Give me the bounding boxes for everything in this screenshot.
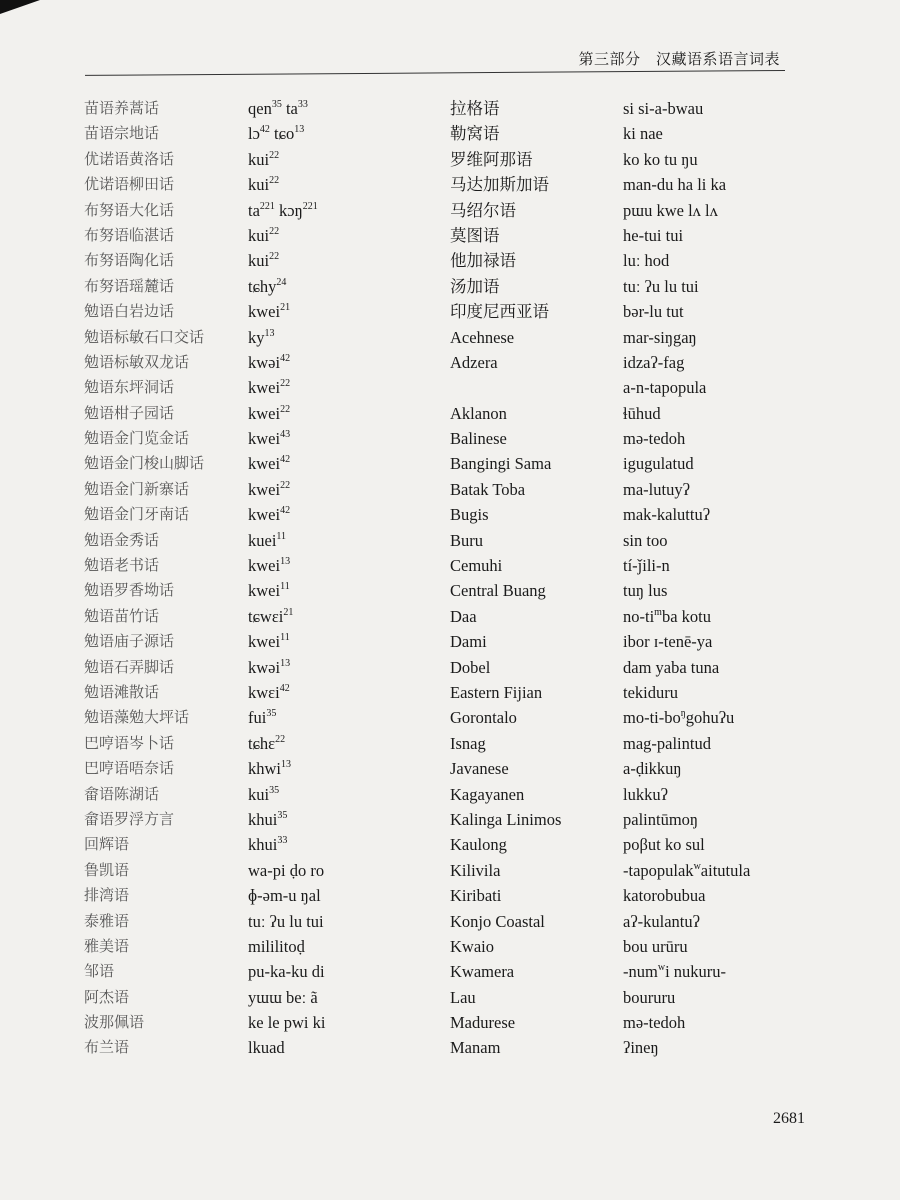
table-row bbox=[0, 325, 900, 350]
language-name-zh: 优诺语柳田话 bbox=[84, 175, 175, 194]
language-name: Kagayanen bbox=[450, 784, 525, 804]
word-form-austronesian: pɯu kwe lʌ lʌ bbox=[623, 200, 718, 220]
language-name-zh: 布努语临湛话 bbox=[84, 225, 175, 244]
table-row bbox=[0, 451, 900, 476]
language-name-zh: 布努语大化话 bbox=[84, 200, 175, 219]
word-form-austronesian: $mo-ti-bo^ŋgohuʔu$ bbox=[623, 708, 735, 728]
word-form: khui$^{33}$ bbox=[248, 835, 288, 855]
table-row bbox=[0, 731, 900, 756]
language-name-zh: 勉语苗竹话 bbox=[84, 606, 160, 625]
table-row bbox=[0, 1035, 900, 1060]
word-form-austronesian: a-n-tapopula bbox=[623, 378, 707, 398]
table-row bbox=[0, 96, 900, 121]
word-form: kwei$^{22}$ bbox=[248, 378, 291, 398]
word-form-austronesian: a-ḍikkuŋ bbox=[623, 759, 682, 779]
word-form-austronesian: tí-ǰili-n bbox=[623, 556, 670, 576]
language-name: Lau bbox=[450, 987, 476, 1007]
word-form-austronesian: mar-siŋgaŋ bbox=[623, 327, 697, 347]
word-form: kui$^{22}$ bbox=[248, 251, 280, 271]
word-form: kwəi$^{13}$ bbox=[248, 657, 291, 677]
language-name: 马绍尔语 bbox=[450, 200, 516, 220]
language-name-zh: 畲语陈湖话 bbox=[84, 784, 160, 803]
table-row bbox=[0, 248, 900, 273]
table-row bbox=[0, 909, 900, 934]
word-form-austronesian: poβut ko sul bbox=[623, 835, 705, 855]
table-row bbox=[0, 782, 900, 807]
language-name-zh: 波那佩语 bbox=[84, 1013, 145, 1032]
page-corner-mark bbox=[0, 0, 40, 14]
word-form-austronesian: ibor ɪ-tenē-ya bbox=[623, 632, 713, 652]
language-name-zh: 勉语标敏双龙话 bbox=[84, 352, 190, 371]
word-form: kwei$^{42}$ bbox=[248, 505, 291, 525]
table-row bbox=[0, 934, 900, 959]
word-form-austronesian: -tapopulak$^w$aitutula bbox=[623, 860, 751, 880]
word-form-austronesian: ʔineŋ bbox=[623, 1038, 659, 1058]
word-form-austronesian: katorobubua bbox=[623, 886, 706, 906]
language-name: Cemuhi bbox=[450, 556, 503, 576]
word-form: $ky^{13}$ bbox=[248, 327, 275, 347]
language-name-zh: 勉语金门览金话 bbox=[84, 429, 190, 448]
word-form-austronesian: $no-ti^mba$ kotu bbox=[623, 606, 711, 626]
language-name: Daa bbox=[450, 606, 477, 626]
table-row bbox=[0, 604, 900, 629]
word-form-austronesian: palintūmoŋ bbox=[623, 809, 699, 829]
word-form: wa-pi ḍo ro bbox=[248, 860, 325, 880]
table-row bbox=[0, 528, 900, 553]
language-name-zh: 布努语瑶麓话 bbox=[84, 276, 175, 295]
word-form-austronesian: sin too bbox=[623, 530, 668, 550]
word-form: kwei$^{11}$ bbox=[248, 581, 290, 601]
table-row bbox=[0, 147, 900, 172]
language-name-zh: 勉语标敏石口交话 bbox=[84, 327, 205, 346]
word-form: khwi$^{13}$ bbox=[248, 759, 291, 779]
table-row bbox=[0, 426, 900, 451]
word-form-austronesian: igugulatud bbox=[623, 454, 694, 474]
table-row bbox=[0, 985, 900, 1010]
word-form: kwɛi$^{42}$ bbox=[248, 682, 290, 702]
table-row bbox=[0, 172, 900, 197]
running-header: 第三部分 汉藏语系语言词表 bbox=[578, 52, 780, 68]
language-name: Bugis bbox=[450, 505, 489, 525]
language-name: Central Buang bbox=[450, 581, 546, 601]
word-form: tɕhɛ$^{22}$ bbox=[248, 733, 286, 753]
language-name: 拉格语 bbox=[450, 99, 500, 118]
word-form-austronesian: bər-lu tut bbox=[623, 302, 684, 322]
language-name: Gorontalo bbox=[450, 708, 517, 728]
language-name: Manam bbox=[450, 1038, 501, 1058]
language-name: Kalinga Linimos bbox=[450, 809, 562, 829]
language-name: Konjo Coastal bbox=[450, 911, 545, 931]
language-name-zh: 排湾语 bbox=[84, 886, 130, 905]
table-row bbox=[0, 299, 900, 324]
table-row bbox=[0, 578, 900, 603]
word-form-austronesian: mag-palintud bbox=[623, 733, 711, 753]
language-name-zh: 优诺语黄洛话 bbox=[84, 149, 175, 168]
word-form: kwei$^{11}$ bbox=[248, 632, 290, 652]
word-form: yɯɯ beː ã bbox=[248, 987, 318, 1007]
language-name-zh: 邹语 bbox=[84, 962, 115, 981]
language-name-zh: 勉语石弄脚话 bbox=[84, 657, 175, 676]
word-form: ɸ-əm-u ŋal bbox=[248, 886, 321, 906]
table-row bbox=[0, 502, 900, 527]
word-form-austronesian: tuŋ lus bbox=[623, 581, 668, 601]
table-row bbox=[0, 198, 900, 223]
word-form-austronesian: mak-kaluttuʔ bbox=[623, 505, 711, 525]
table-row bbox=[0, 655, 900, 680]
language-name-zh: 鲁凯语 bbox=[84, 860, 130, 879]
table-row bbox=[0, 629, 900, 654]
word-form: mililitoḍ bbox=[248, 936, 305, 956]
language-name: 罗维阿那语 bbox=[450, 149, 533, 169]
word-form: tɕwɛi$^{21}$ bbox=[248, 606, 294, 626]
header-rule bbox=[85, 70, 785, 76]
word-form: tuː ʔu lu tui bbox=[248, 911, 324, 931]
word-form-austronesian: -num$^w$i nukuru- bbox=[623, 962, 727, 982]
language-name: Eastern Fijian bbox=[450, 682, 543, 702]
table-row bbox=[0, 756, 900, 781]
word-form: kwei$^{13}$ bbox=[248, 556, 291, 576]
language-name-zh: 布努语陶化话 bbox=[84, 251, 175, 270]
language-name-zh: 阿杰语 bbox=[84, 987, 130, 1006]
language-name: Javanese bbox=[450, 759, 509, 779]
language-name: 莫图语 bbox=[450, 225, 500, 245]
table-row bbox=[0, 553, 900, 578]
language-name-zh: 勉语柑子园话 bbox=[84, 403, 175, 422]
language-name-zh: 巴哼语唔奈话 bbox=[84, 759, 175, 778]
language-name: Dami bbox=[450, 632, 487, 652]
word-form: kui$^{22}$ bbox=[248, 149, 280, 169]
language-name-zh: 勉语金门新寨话 bbox=[84, 479, 190, 498]
language-name-zh: 雅美语 bbox=[84, 936, 130, 955]
word-form-austronesian: bou urūru bbox=[623, 936, 688, 956]
word-form: lɔ$^{42}$ tɕo$^{13}$ bbox=[248, 124, 305, 144]
language-name: Acehnese bbox=[450, 327, 515, 347]
table-row bbox=[0, 832, 900, 857]
word-form-austronesian: dam yaba tuna bbox=[623, 657, 720, 677]
language-name-zh: 回辉语 bbox=[84, 835, 130, 854]
language-name: Kilivila bbox=[450, 860, 501, 880]
table-row bbox=[0, 121, 900, 146]
language-name: 勒窝语 bbox=[450, 124, 500, 144]
word-form: khui$^{35}$ bbox=[248, 809, 288, 829]
language-name: Aklanon bbox=[450, 403, 507, 423]
language-name: Batak Toba bbox=[450, 479, 526, 499]
word-form: tɕhy$^{24}$ bbox=[248, 276, 287, 296]
word-form-austronesian: ɬūhud bbox=[623, 403, 661, 423]
table-row bbox=[0, 375, 900, 400]
language-name: Isnag bbox=[450, 733, 486, 753]
word-form-austronesian: si si-a-bwau bbox=[623, 99, 704, 118]
language-name-zh: 畲语罗浮方言 bbox=[84, 809, 175, 828]
language-name-zh: 勉语滩散话 bbox=[84, 682, 160, 701]
table-row bbox=[0, 1010, 900, 1035]
language-name-zh: 勉语庙子源话 bbox=[84, 632, 175, 651]
language-name-zh: 勉语老书话 bbox=[84, 556, 160, 575]
table-row bbox=[0, 807, 900, 832]
word-form: kui$^{35}$ bbox=[248, 784, 280, 804]
word-form-austronesian: he-tui tui bbox=[623, 225, 684, 245]
language-name: Kwaio bbox=[450, 936, 494, 956]
word-form: fui$^{35}$ bbox=[248, 708, 277, 728]
language-name: Buru bbox=[450, 530, 483, 550]
table-row bbox=[0, 858, 900, 883]
language-name: Kwamera bbox=[450, 962, 515, 982]
table-row bbox=[0, 350, 900, 375]
table-row bbox=[0, 680, 900, 705]
language-name: Bangingi Sama bbox=[450, 454, 552, 474]
language-name-zh: 勉语东坪洞话 bbox=[84, 378, 175, 397]
language-name: Kaulong bbox=[450, 835, 507, 855]
language-name: 汤加语 bbox=[450, 276, 500, 296]
word-form: kwei$^{42}$ bbox=[248, 454, 291, 474]
word-form: kwəi$^{42}$ bbox=[248, 352, 291, 372]
language-name-zh: 勉语金秀话 bbox=[84, 530, 160, 549]
table-row bbox=[0, 401, 900, 426]
table-row bbox=[0, 883, 900, 908]
word-form: kwei$^{43}$ bbox=[248, 429, 291, 449]
word-list-table bbox=[0, 96, 900, 1061]
language-name-zh: 泰雅语 bbox=[84, 911, 130, 930]
language-name: 印度尼西亚语 bbox=[450, 302, 549, 322]
language-name: Dobel bbox=[450, 657, 491, 677]
word-form-austronesian: idzaʔ-fag bbox=[623, 352, 685, 372]
language-name-zh: 勉语藻勉大坪话 bbox=[84, 708, 190, 727]
word-form: kui$^{22}$ bbox=[248, 225, 280, 245]
word-form: kui$^{22}$ bbox=[248, 175, 280, 195]
word-form-austronesian: lukkuʔ bbox=[623, 784, 668, 804]
language-name: Adzera bbox=[450, 352, 498, 372]
word-form-austronesian: mə-tedoh bbox=[623, 429, 686, 449]
word-form-austronesian: ma-lutuyʔ bbox=[623, 479, 690, 499]
word-form: kwei$^{21}$ bbox=[248, 302, 291, 322]
word-form: ke le pwi ki bbox=[248, 1013, 326, 1033]
language-name-zh: 巴哼语岑卜话 bbox=[84, 733, 175, 752]
table-row bbox=[0, 477, 900, 502]
language-name-zh: 勉语白岩边话 bbox=[84, 302, 175, 321]
language-name-zh: 勉语罗香坳话 bbox=[84, 581, 175, 600]
language-name: Balinese bbox=[450, 429, 507, 449]
word-form-austronesian: tuː ʔu lu tui bbox=[623, 276, 699, 296]
word-form-austronesian: boururu bbox=[623, 987, 676, 1007]
word-form: $ta^{221}$ kɔŋ$^{221}$ bbox=[248, 200, 318, 220]
word-form-austronesian: ko ko tu ŋu bbox=[623, 149, 698, 169]
word-form: lkuad bbox=[248, 1038, 285, 1058]
word-form-austronesian: man-du ha li ka bbox=[623, 175, 727, 195]
word-form: kwei$^{22}$ bbox=[248, 479, 291, 499]
word-form: kwei$^{22}$ bbox=[248, 403, 291, 423]
word-form-austronesian: mə-tedoh bbox=[623, 1013, 686, 1033]
language-name-zh: 苗语养蒿话 bbox=[84, 99, 160, 117]
word-form: qen$^{35}$ $ta^{33}$ bbox=[248, 99, 308, 118]
word-form-austronesian: aʔ-kulantuʔ bbox=[623, 911, 700, 931]
language-name-zh: 勉语金门牙南话 bbox=[84, 505, 190, 524]
table-row bbox=[0, 274, 900, 299]
word-form-austronesian: luː hod bbox=[623, 251, 670, 271]
language-name: 他加禄语 bbox=[450, 251, 516, 271]
language-name-zh: 布兰语 bbox=[84, 1038, 130, 1057]
language-name-zh: 苗语宗地话 bbox=[84, 124, 160, 143]
language-name: Kiribati bbox=[450, 886, 502, 906]
page-number: 2681 bbox=[773, 1110, 805, 1127]
language-name: Madurese bbox=[450, 1013, 516, 1033]
word-form: kuei$^{11}$ bbox=[248, 530, 287, 550]
table-row bbox=[0, 223, 900, 248]
table-row bbox=[0, 705, 900, 730]
table-row bbox=[0, 959, 900, 984]
word-form-austronesian: ki nae bbox=[623, 124, 663, 144]
language-name-zh: 勉语金门梭山脚话 bbox=[84, 454, 205, 473]
language-name: 马达加斯加语 bbox=[450, 175, 549, 195]
word-form-austronesian: tekiduru bbox=[623, 682, 678, 702]
word-form: pu-ka-ku di bbox=[248, 962, 325, 982]
